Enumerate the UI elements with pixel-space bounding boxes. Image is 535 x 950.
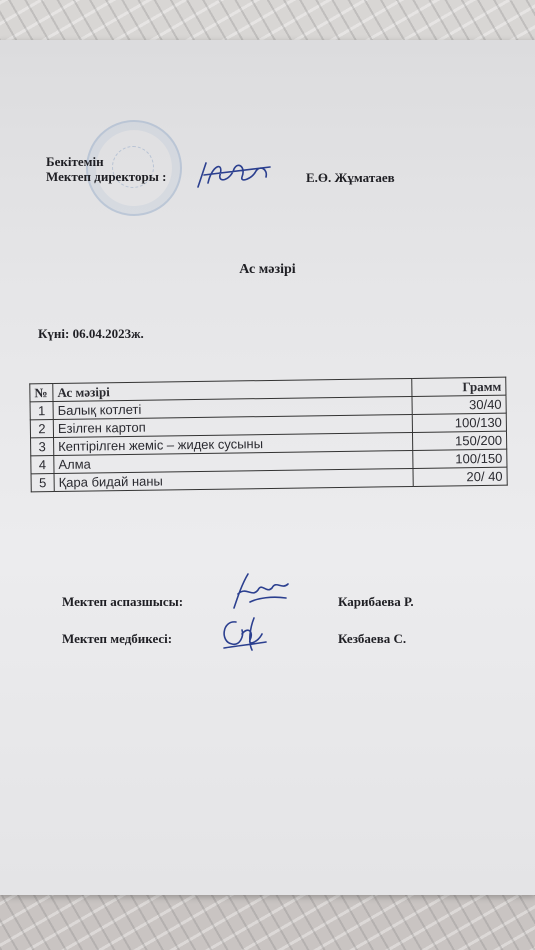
nurse-name: Кезбаева С.	[338, 631, 407, 646]
row-num: 2	[30, 420, 53, 438]
row-name: Кептірілген жеміс – жидек сусыны	[54, 432, 413, 455]
row-gram: 150/200	[412, 431, 506, 450]
row-name: Қара бидай наны	[54, 468, 413, 491]
row-gram: 30/40	[412, 395, 506, 414]
director-signature	[190, 155, 280, 195]
cook-label: Мектеп аспазшысы:	[62, 594, 184, 609]
row-num: 4	[31, 456, 54, 474]
header-gram: Грамм	[412, 377, 506, 396]
menu-date: Күні: 06.04.2023ж.	[38, 326, 144, 341]
row-name: Балық котлеті	[53, 396, 412, 419]
header-name: Ас мәзірі	[53, 378, 412, 401]
row-gram: 20/ 40	[413, 467, 507, 486]
row-gram: 100/150	[413, 449, 507, 468]
cook-name: Карибаева Р.	[338, 594, 414, 609]
header-num: №	[30, 384, 53, 402]
approval-line2: Мектеп директоры :	[46, 169, 167, 184]
row-num: 3	[31, 438, 54, 456]
cook-signature	[228, 568, 298, 614]
row-num: 1	[30, 402, 53, 420]
row-gram: 100/130	[412, 413, 506, 432]
row-name: Езілген картоп	[53, 414, 412, 437]
nurse-signature	[214, 612, 270, 654]
menu-table	[29, 377, 507, 493]
nurse-label: Мектеп медбикесі:	[62, 631, 173, 646]
row-name: Алма	[54, 450, 413, 473]
row-num: 5	[31, 473, 54, 491]
background-fabric-bottom	[0, 890, 535, 950]
approval-line1: Бекітемін	[46, 154, 104, 169]
approval-block	[46, 154, 167, 184]
page-title: Ас мәзірі	[239, 262, 296, 277]
director-name: Е.Ө. Жұматаев	[306, 170, 395, 185]
